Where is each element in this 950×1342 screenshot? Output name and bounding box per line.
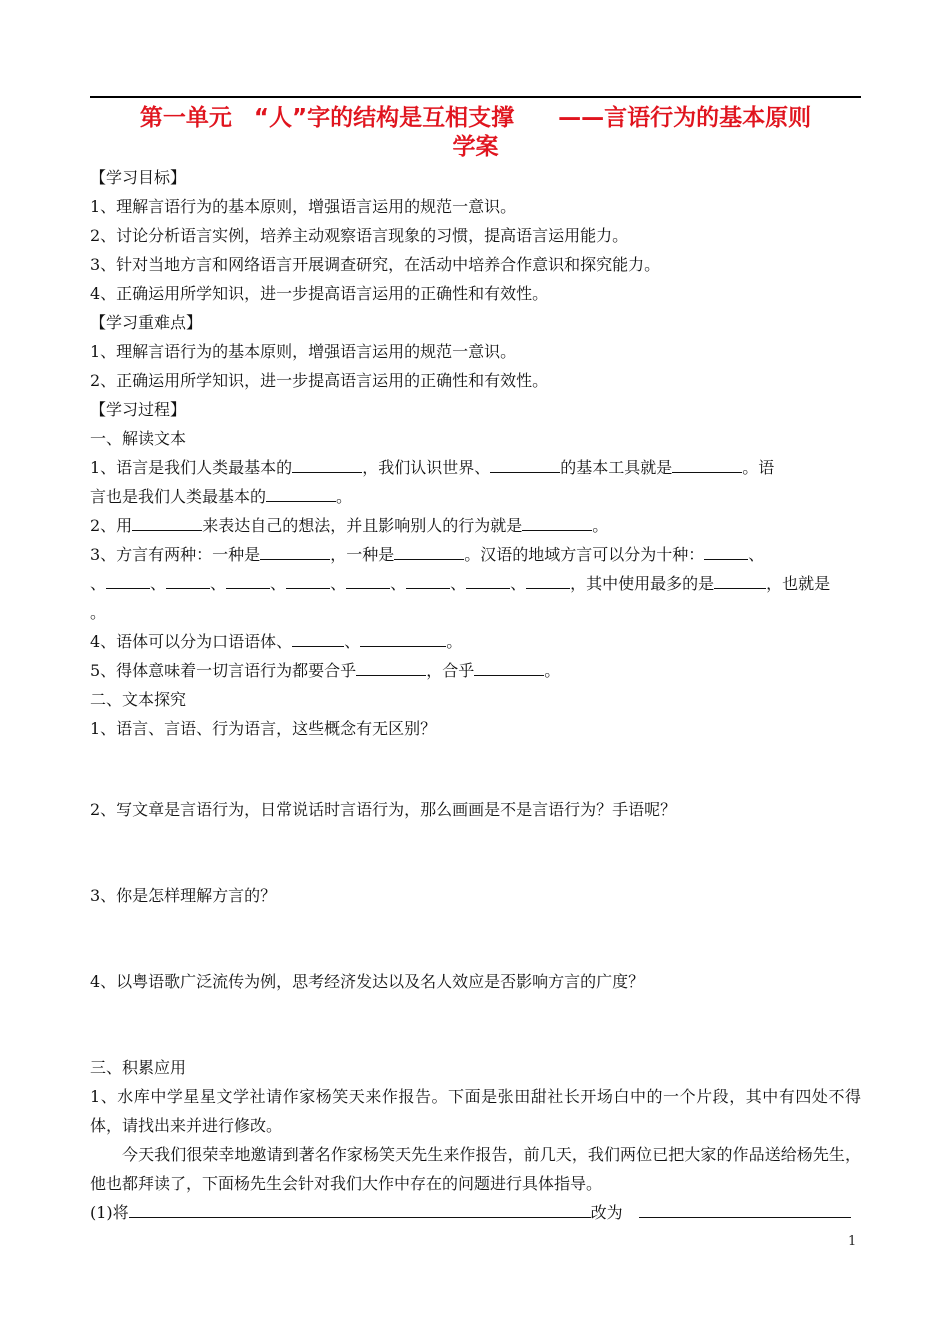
fill-question-3-cont: 、 、 、 、 、 、 、 、 ，其中使用最多的是 ，也就是 [90,574,831,593]
fill-question-1-cont: 言也是我们人类最基本的 。 [90,487,353,506]
answer-blank[interactable] [292,630,344,647]
title-line-2: 学案 [452,134,499,160]
answer-blank[interactable] [360,630,446,647]
answer-blank[interactable] [266,485,336,502]
correction-row: (1)将 改为 [90,1198,861,1227]
answer-blank[interactable] [226,572,270,589]
answer-blank[interactable] [522,514,592,531]
answer-blank[interactable] [474,659,544,676]
goal-item: 2、讨论分析语言实例，培养主动观察语言现象的习惯，提高语言运用能力。 [90,226,629,245]
application-question: 1、水库中学星星文学社请作家杨笑天来作报告。下面是张田甜社长开场白中的一个片段，其中有四处不得体，请找出来并进行修改。 [90,1087,861,1135]
answer-blank[interactable] [260,543,330,560]
fill-question-2: 2、用 来表达自己的想法，并且影响别人的行为就是 。 [90,516,609,535]
answer-space[interactable] [90,996,861,1053]
goal-item: 3、针对当地方言和网络语言开展调查研究，在活动中培养合作意识和探究能力。 [90,255,661,274]
page-number: 1 [848,1234,857,1249]
answer-space[interactable] [90,743,861,795]
key-points-heading: 【学习重难点】 [90,313,203,332]
answer-blank[interactable] [346,572,390,589]
section-2-title: 二、文本探究 [90,690,187,709]
answer-blank[interactable] [714,572,766,589]
answer-space[interactable] [90,910,861,967]
answer-blank[interactable] [106,572,150,589]
quoted-passage: 今天我们很荣幸地邀请到著名作家杨笑天先生来作报告，前几天，我们两位已把大家的作品送给杨先生，他也都拜读了，下面杨先生会针对我们大作中存在的问题进行具体指导。 [90,1145,861,1193]
discussion-question: 4、以粤语歌广泛流传为例，思考经济发达以及名人效应是否影响方言的广度？ [90,972,645,991]
answer-blank[interactable] [166,572,210,589]
discussion-question: 3、你是怎样理解方言的？ [90,886,277,905]
process-heading: 【学习过程】 [90,400,187,419]
answer-space[interactable] [90,824,861,881]
revised-phrase-blank[interactable] [639,1199,851,1218]
key-point-item: 1、理解言语行为的基本原则，增强语言运用的规范一意识。 [90,342,517,361]
answer-blank[interactable] [132,514,202,531]
header-rule [90,96,861,98]
section-1-title: 一、解读文本 [90,429,187,448]
section-3-title: 三、积累应用 [90,1058,187,1077]
answer-blank[interactable] [406,572,450,589]
document-body [90,163,861,1227]
fill-question-1: 1、语言是我们人类最基本的 ，我们认识世界、 的基本工具就是 。语 [90,458,775,477]
answer-blank[interactable] [526,572,570,589]
answer-blank[interactable] [292,456,362,473]
goal-item: 4、正确运用所学知识，进一步提高语言运用的正确性和有效性。 [90,284,549,303]
answer-blank[interactable] [394,543,464,560]
fill-question-3: 3、方言有两种：一种是 ，一种是 。汉语的地域方言可以分为十种： 、 [90,545,765,564]
fill-question-3-end: 。 [90,603,107,622]
title-line-1: 第一单元 “人”字的结构是互相支撑 ——言语行为的基本原则 [139,105,812,131]
discussion-question: 2、写文章是言语行为，日常说话时言语行为，那么画画是不是言语行为？手语呢？ [90,800,677,819]
discussion-question: 1、语言、言语、行为语言，这些概念有无区别？ [90,719,437,738]
answer-blank[interactable] [286,572,330,589]
answer-blank[interactable] [672,456,742,473]
fill-question-4: 4、语体可以分为口语语体、 、 。 [90,632,463,651]
fill-question-5: 5、得体意味着一切言语行为都要合乎 ，合乎 。 [90,661,561,680]
goals-heading: 【学习目标】 [90,168,187,187]
answer-blank[interactable] [490,456,560,473]
goal-item: 1、理解言语行为的基本原则，增强语言运用的规范一意识。 [90,197,517,216]
original-phrase-blank[interactable] [129,1199,591,1218]
answer-blank[interactable] [356,659,426,676]
answer-blank[interactable] [704,543,748,560]
document-title [90,104,861,162]
answer-blank[interactable] [466,572,510,589]
key-point-item: 2、正确运用所学知识，进一步提高语言运用的正确性和有效性。 [90,371,549,390]
